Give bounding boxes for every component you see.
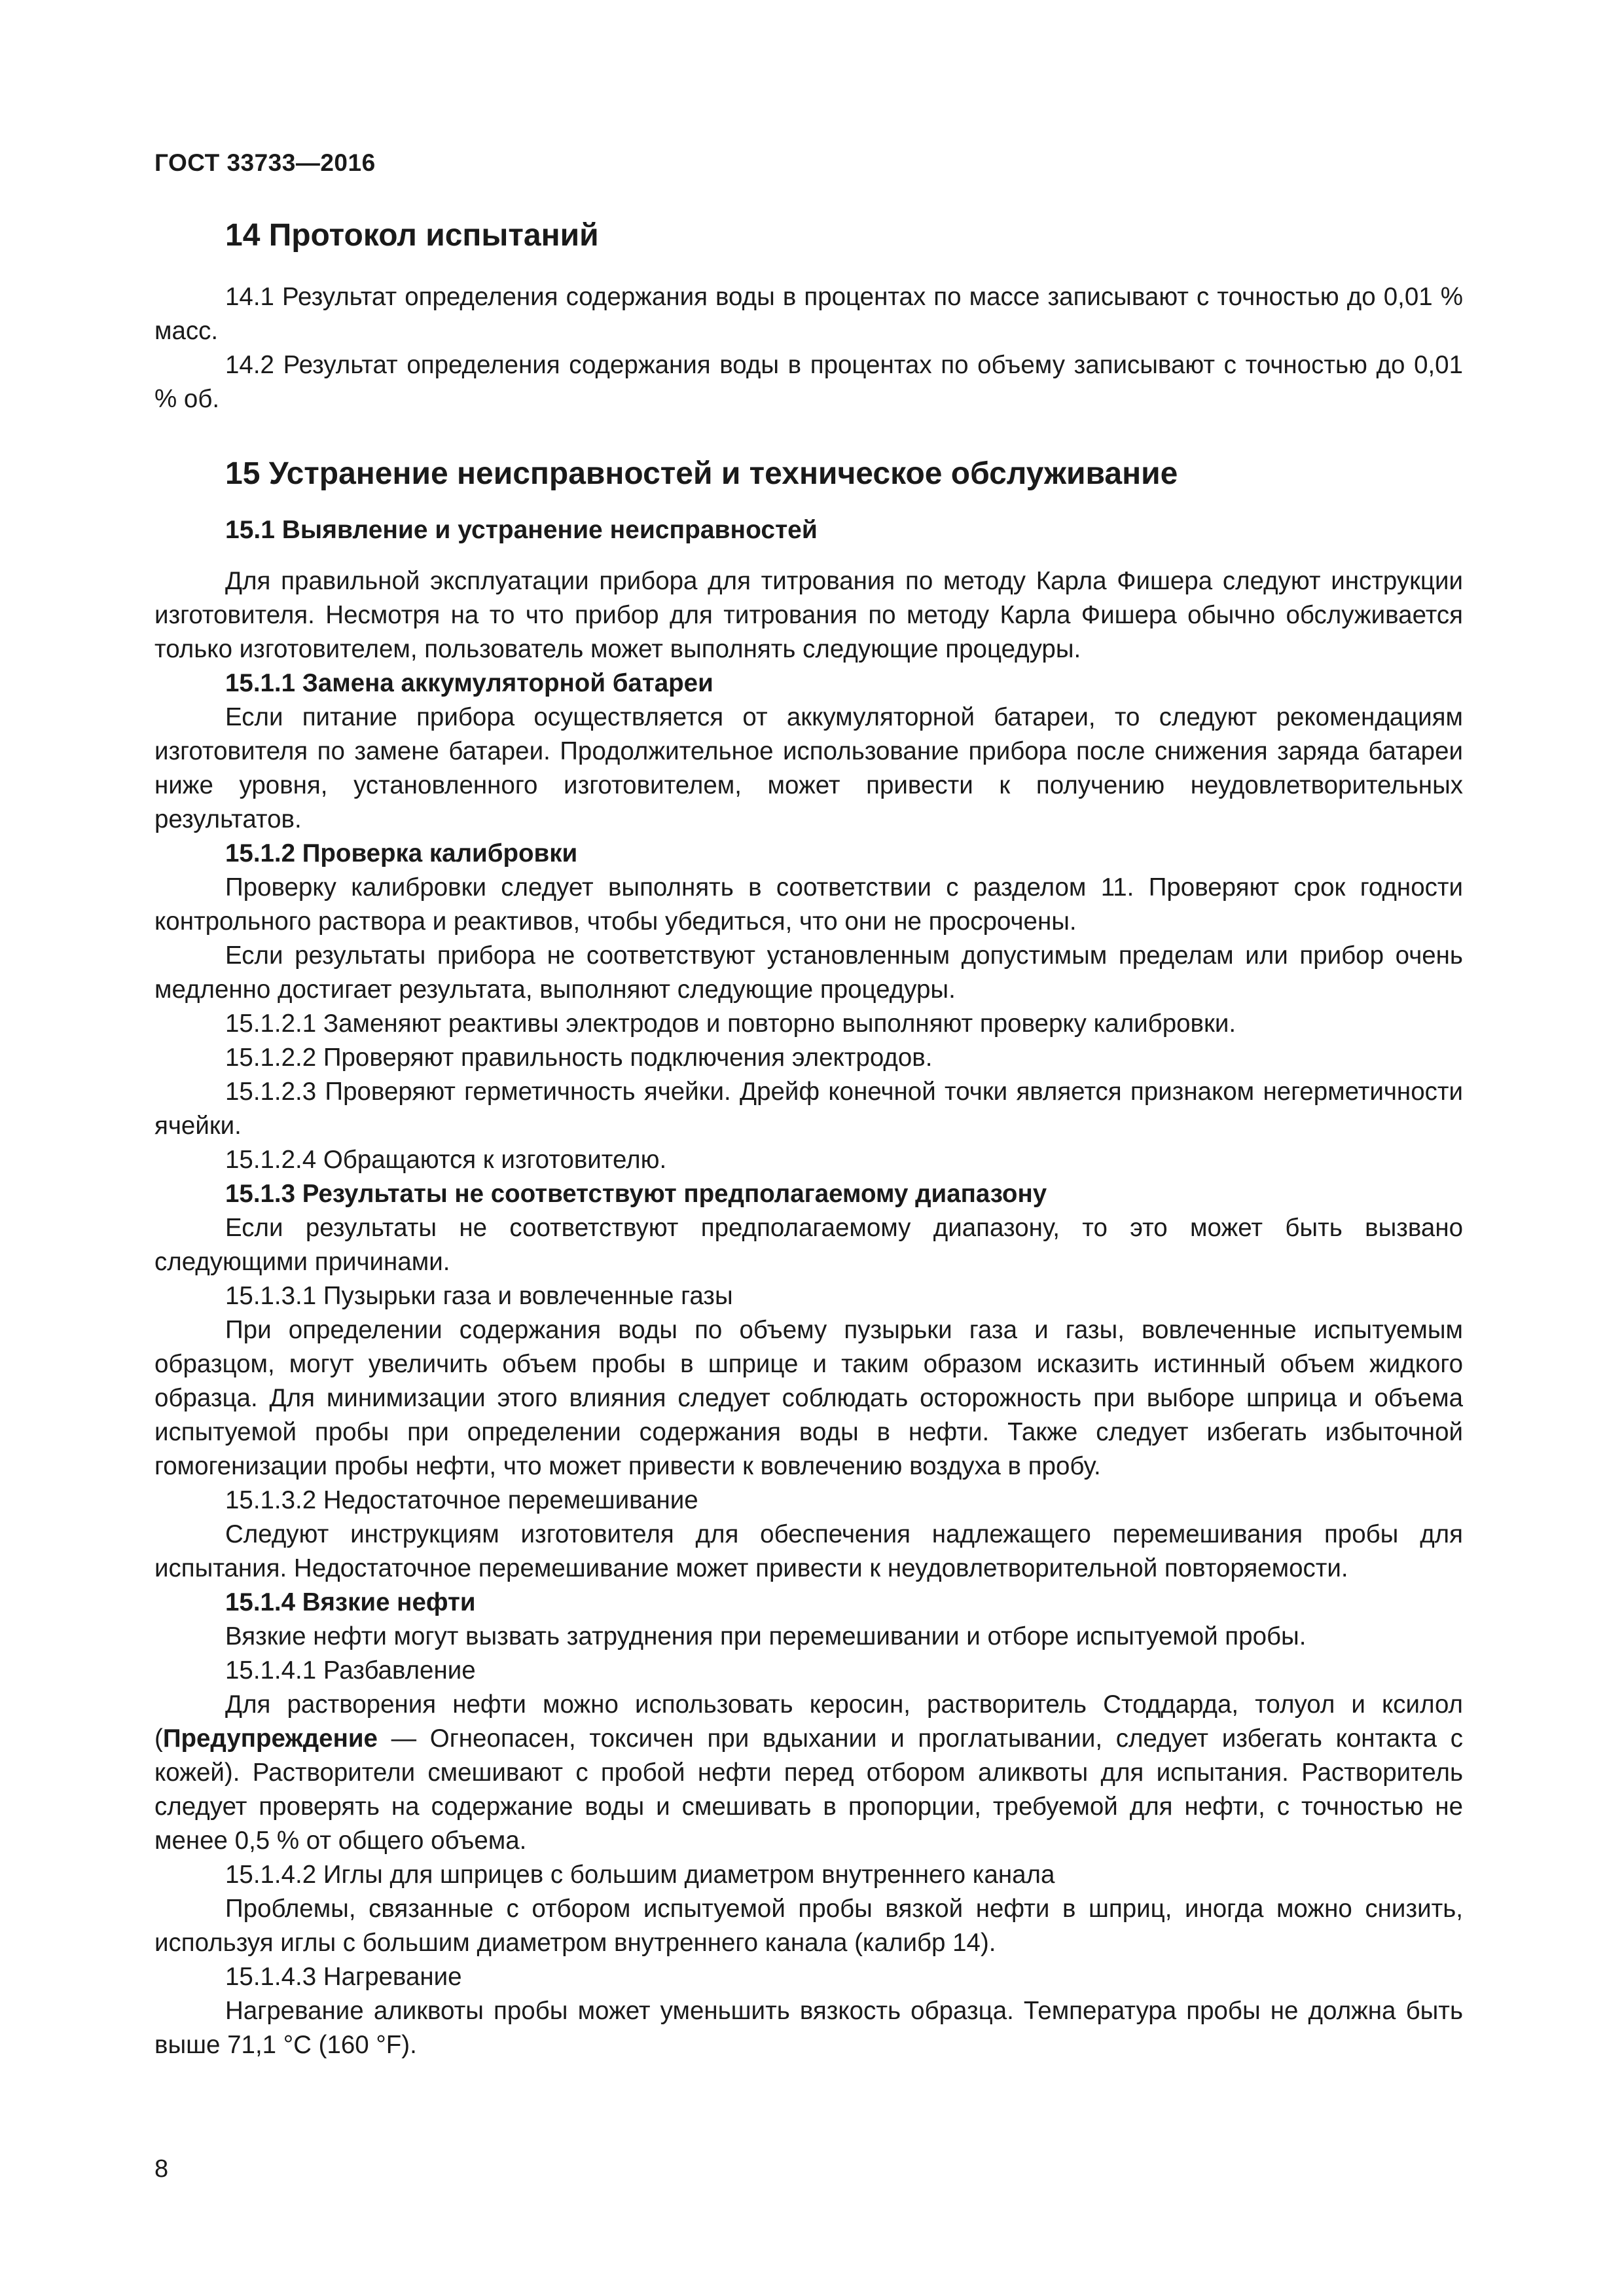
subsection-15-1-4-heading: 15.1.4 Вязкие нефти: [225, 1588, 476, 1616]
subsection-15-1-2-heading: 15.1.2 Проверка калибровки: [225, 839, 578, 867]
subsection-15-1-1-heading: 15.1.1 Замена аккумуляторной батареи: [225, 669, 713, 697]
item-15-1-4-2-heading: 15.1.4.2 Иглы для шприцев с большим диаметром внутреннего канала: [225, 1861, 1055, 1889]
paragraph-15-1-4-1: [154, 1688, 1463, 1858]
item-15-1-2-4: 15.1.2.4 Обращаются к изготовителю.: [225, 1146, 667, 1174]
paragraph-15-1-2-a: Проверку калибровки следует выполнять в соответствии с разделом 11. Проверяют срок годности контрольного раствора и реактивов, чтобы убедиться, что они не просрочены.: [154, 873, 1463, 936]
dilution-text-start: Для растворения нефти можно использовать керосин, растворитель Стоддарда, толуол и ксилол (: [154, 1690, 1463, 1753]
paragraph-15-1: Для правильной эксплуатации прибора для титрования по методу Карла Фишера следуют инструкции изготовителя. Несмотря на то что прибор для титрования по методу Карла Фишера обычно обслуживается только изготовителем, пользователь может выполнять следующие процедуры.: [154, 567, 1463, 663]
dilution-text-end: — Огнеопасен, токсичен при вдыхании и проглатывании, следует избегать контакта с кожей). Растворители смешивают с пробой нефти перед отбором аликвоты для испытания. Растворитель следует проверять на содержание воды и смешивать в пропорции, требуемой для нефти, с точностью не менее 0,5 % от общего объема.: [154, 1724, 1463, 1855]
document-body: [154, 216, 1463, 2062]
warning-label: Предупреждение: [162, 1724, 378, 1753]
paragraph-15-1-1: Если питание прибора осуществляется от аккумуляторной батареи, то следуют рекомендациям изготовителя по замене батареи. Продолжительное использование прибора после снижения заряда батареи ниже уровня, установленного изготовителем, может привести к получению неудовлетворительных результатов.: [154, 703, 1463, 833]
item-15-1-4-3-heading: 15.1.4.3 Нагревание: [225, 1963, 462, 1991]
item-15-1-4-1-heading: 15.1.4.1 Разбавление: [225, 1656, 476, 1685]
paragraph-15-1-3-2: Следуют инструкциям изготовителя для обеспечения надлежащего перемешивания пробы для испытания. Недостаточное перемешивание может привести к неудовлетворительной повторяемости.: [154, 1520, 1463, 1582]
paragraph-15-1-4: Вязкие нефти могут вызвать затруднения при перемешивании и отборе испытуемой пробы.: [225, 1622, 1307, 1650]
item-15-1-2-1: 15.1.2.1 Заменяют реактивы электродов и повторно выполняют проверку калибровки.: [225, 1010, 1236, 1038]
paragraph-15-1-3: Если результаты не соответствуют предполагаемому диапазону, то это может быть вызвано следующими причинами.: [154, 1214, 1463, 1276]
item-15-1-2-3: 15.1.2.3 Проверяют герметичность ячейки. Дрейф конечной точки является признаком негерметичности ячейки.: [154, 1078, 1463, 1140]
paragraph-15-1-3-1: При определении содержания воды по объему пузырьки газа и газы, вовлеченные испытуемым образцом, могут увеличить объем пробы в шприце и таким образом исказить истинный объем жидкого образца. Для минимизации этого влияния следует соблюдать осторожность при выборе шприца и объема испытуемой пробы при определении содержания воды в нефти. Также следует избегать избыточной гомогенизации пробы нефти, что может привести к вовлечению воздуха в пробу.: [154, 1316, 1463, 1480]
paragraph-14-2: 14.2 Результат определения содержания воды в процентах по объему записывают с точностью до 0,01 % об.: [154, 351, 1463, 413]
paragraph-14-1: 14.1 Результат определения содержания воды в процентах по массе записывают с точностью до 0,01 % масс.: [154, 283, 1463, 345]
item-15-1-3-2-heading: 15.1.3.2 Недостаточное перемешивание: [225, 1486, 698, 1514]
paragraph-15-1-2-b: Если результаты прибора не соответствуют установленным допустимым пределам или прибор очень медленно достигает результата, выполняют следующие процедуры.: [154, 941, 1463, 1004]
section-15-heading: 15 Устранение неисправностей и техническое обслуживание: [225, 456, 1178, 491]
item-15-1-3-1-heading: 15.1.3.1 Пузырьки газа и вовлеченные газы: [225, 1282, 733, 1310]
paragraph-15-1-4-3: Нагревание аликвоты пробы может уменьшить вязкость образца. Температура пробы не должна быть выше 71,1 °С (160 °F).: [154, 1997, 1463, 2059]
subsection-15-1-3-heading: 15.1.3 Результаты не соответствуют предполагаемому диапазону: [225, 1180, 1047, 1208]
section-14-heading: 14 Протокол испытаний: [225, 218, 599, 253]
item-15-1-2-2: 15.1.2.2 Проверяют правильность подключения электродов.: [225, 1044, 933, 1072]
paragraph-15-1-4-2: Проблемы, связанные с отбором испытуемой пробы вязкой нефти в шприц, иногда можно снизить, используя иглы с большим диаметром внутреннего канала (калибр 14).: [154, 1895, 1463, 1957]
page-number: 8: [154, 2155, 169, 2183]
document-header: ГОСТ 33733—2016: [154, 149, 376, 176]
subsection-15-1-heading: 15.1 Выявление и устранение неисправностей: [225, 516, 818, 544]
